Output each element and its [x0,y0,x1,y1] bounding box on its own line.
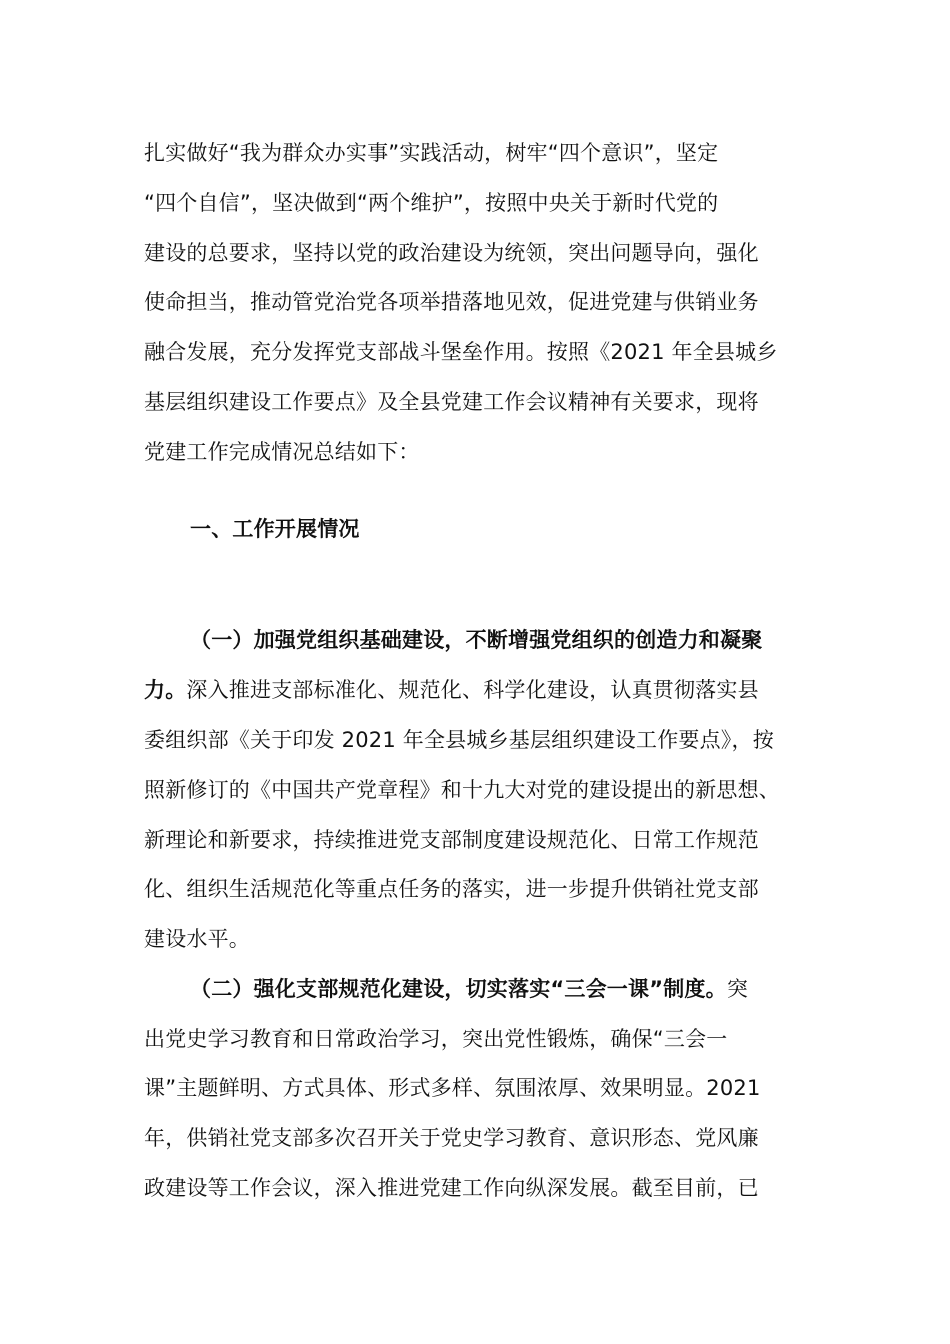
subsection-heading-line [190,974,748,1004]
subsection-heading-continuation [144,675,759,705]
paragraph-line: 课”主题鲜明、方式具体、形式多样、氛围浓厚、效果明显。2021 [144,1076,761,1100]
paragraph-line: 政建设等工作会议，深入推进党建工作向纵深发展。截至目前，已 [144,1176,759,1200]
intro-line: 扎实做好“我为群众办实事”实践活动，树牢“四个意识”，坚定 [144,141,719,165]
intro-line: 党建工作完成情况总结如下： [144,440,420,464]
paragraph-line: 照新修订的《中国共产党章程》和十九大对党的建设提出的新思想、 [144,778,780,802]
paragraph-line: 委组织部《关于印发 2021 年全县城乡基层组织建设工作要点》，按 [144,728,774,752]
intro-line: 融合发展，充分发挥党支部战斗堡垒作用。按照《2021 年全县城乡 [144,340,778,364]
paragraph-line: 新理论和新要求，持续推进党支部制度建设规范化、日常工作规范 [144,828,759,852]
paragraph-line: 出党史学习教育和日常政治学习，突出党性锻炼，确保“三会一 [144,1027,728,1051]
paragraph-line: 年，供销社党支部多次召开关于党史学习教育、意识形态、党风廉 [144,1126,759,1150]
intro-line: “四个自信”，坚决做到“两个维护”，按照中央关于新时代党的 [144,191,719,215]
paragraph-line: 化、组织生活规范化等重点任务的落实，进一步提升供销社党支部 [144,877,759,901]
subsection-heading: （二）强化支部规范化建设，切实落实“三会一课”制度。 [190,977,727,1001]
section-heading: 一、工作开展情况 [190,517,360,541]
intro-line: 基层组织建设工作要点》及全县党建工作会议精神有关要求，现将 [144,390,759,414]
paragraph-text: 突 [726,977,749,1001]
intro-line: 建设的总要求，坚持以党的政治建设为统领，突出问题导向，强化 [144,241,759,265]
intro-line: 使命担当，推动管党治党各项举措落地见效，促进党建与供销业务 [144,290,759,314]
subsection-heading: （一）加强党组织基础建设，不断增强党组织的创造力和凝聚 [190,628,763,652]
paragraph-line: 建设水平。 [144,927,250,951]
subsection-heading-end: 力。 [144,678,187,702]
paragraph-text: 深入推进支部标准化、规范化、科学化建设，认真贯彻落实县 [186,678,759,702]
